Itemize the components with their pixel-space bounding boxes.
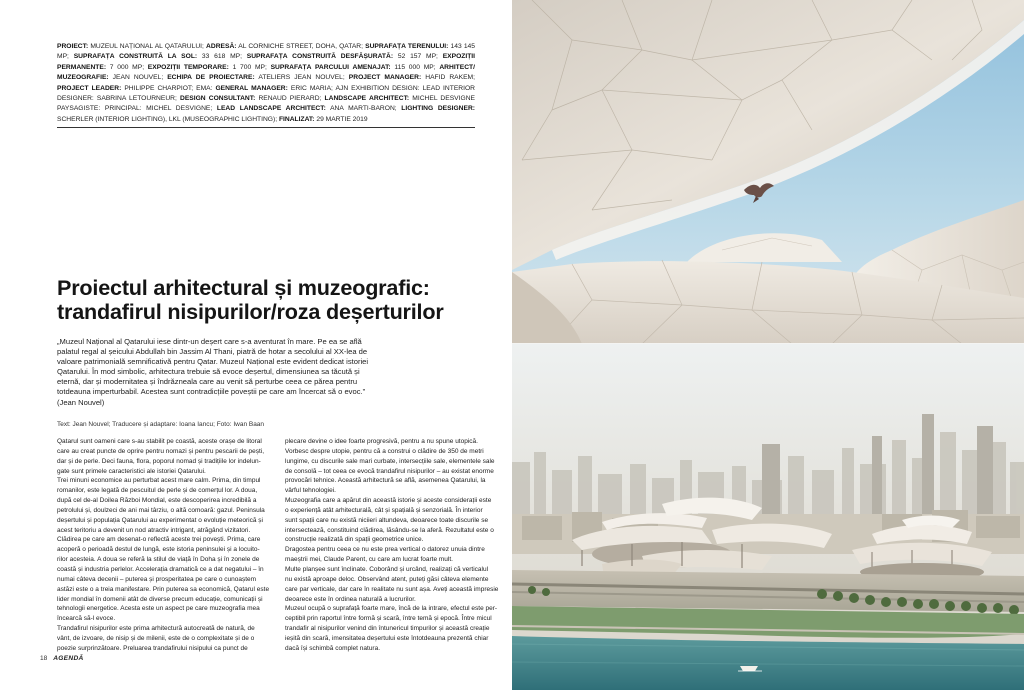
body-line: Vorbesc despre utopie, pentru că a construi o clădire de 350 de metri xyxy=(285,447,484,455)
body-line: construcție realizată din spații geometrice unice. xyxy=(285,536,424,544)
credit-label: FINALIZAT: xyxy=(278,115,315,123)
body-line: maeștrii mei, Claude Parent, cu care am lucrat foarte mult. xyxy=(285,556,453,564)
body-line: numai câteva decenii – puterea și prosperitatea pe care o cunoaștem xyxy=(57,575,257,583)
credit-label: GENERAL MANAGER: xyxy=(215,84,288,92)
body-line: trandafir al nisipurilor venind din întunericul timpurilor și această creație xyxy=(285,625,490,633)
body-line: gate sunt primele caracteristici ale istoriei Qatarului. xyxy=(57,467,206,475)
museum-canopy-photo xyxy=(512,0,1024,344)
body-column-left xyxy=(57,437,269,654)
credit-label: LEAD LANDSCAPE ARCHITECT: xyxy=(216,105,326,113)
body-line: dar și de perle. Deci fauna, flora, poporul nomad și tradițiile lor indelun- xyxy=(57,457,261,465)
intro-line: Qatarului. În mod simbolic, arhitectura trebuie să evoce deșertul, dimensiunea sa tăcută și xyxy=(57,367,360,377)
body-line: Multe planșee sunt înclinate. Coborând și urcând, realizați că verticalul xyxy=(285,565,489,573)
credit-label: EXPOZIȚII TEMPORARE: xyxy=(147,63,229,71)
magazine-name: AGENDĂ xyxy=(53,655,84,662)
body-line: Trei minuni economice au perturbat acest mare calm. Prima, din timpul xyxy=(57,477,261,485)
body-line: ieșită din scară, imensitatea deșertului este întotdeauna prezentă chiar xyxy=(285,634,489,642)
credit-value: 143 145 MP; xyxy=(57,43,475,61)
body-line: care au creat puncte de oprire pentru nomazi și pentru pescarii de pești, xyxy=(57,447,265,455)
byline: Text: Jean Nouvel; Traducere și adaptare: Ioana Iancu; Foto: Iwan Baan xyxy=(57,421,265,428)
body-line: după cel de-al Doilea Război Mondial, este descoperirea incredibilă a xyxy=(57,497,257,505)
body-line: lungime, cu discurile sale mari curbate, intersecțiile sale, elementele sale xyxy=(285,457,495,465)
body-line: nu există aproape deloc. Observând atent, puteți găsi câteva elemente xyxy=(285,575,489,583)
body-line: plecare devine o idee foarte progresivă, pentru a nu spune utopică. xyxy=(285,438,478,445)
headline-line: trandafirul nisipurilor/roza deșerturilor xyxy=(57,299,444,324)
page-footer xyxy=(40,655,84,662)
body-line: vânt, de izvoare, de nisip și de milenii, este de o complexitate și de o xyxy=(57,634,255,642)
credit-label: DESIGN CONSULTANT: xyxy=(179,95,256,103)
body-line: sunt spații care nu există niciieri altundeva, deoarece toate discurile se xyxy=(285,516,489,524)
body-line: Muzeografia care a apărut din această istorie și aceste considerații este xyxy=(285,497,492,505)
intro-quote xyxy=(57,337,467,408)
body-column-right xyxy=(285,437,497,654)
body-line: ceptibil prin raportul între formă și scară, între temă și epocă. Între micul xyxy=(285,615,492,623)
body-line: provocări tehnice. Această arhitectură se află, asemenea Qatarului, la xyxy=(285,477,486,485)
credit-value: 33 618 MP; xyxy=(197,53,247,61)
body-line: deoarece este în ordinea naturală a lucrurilor. xyxy=(285,595,416,603)
body-line: vârful tehnologiei. xyxy=(285,487,336,495)
body-line: romanilor, este legată de pescuitul de perle și de comerțul lor. A doua, xyxy=(57,487,258,495)
credit-value: ERIC MARIA; AJN EXHIBITION DESIGN: LEAD INTERIOR DESIGNER: SABRINA LETOURNEUR; xyxy=(57,84,476,103)
body-line: Muzeul ocupă o suprafață foarte mare, încă de la intrare, efectul este per- xyxy=(285,605,498,613)
credit-label: SUPRAFAȚA TERENULUI: xyxy=(365,43,449,50)
intro-line: (Jean Nouvel) xyxy=(57,397,105,407)
credit-value: AL CORNICHE STREET, DOHA, QATAR; xyxy=(236,43,366,50)
credit-label: PROIECT: xyxy=(57,43,89,50)
body-line: o experiență atât arhitecturală, cât și spațială și senzorială. În interior xyxy=(285,506,483,514)
credit-value: MUZEUL NAȚIONAL AL QATARULUI; xyxy=(88,43,207,50)
credit-value: PHILIPPE CHARPIOT; EMA: xyxy=(121,84,216,92)
credit-label: ADRESĂ: xyxy=(206,43,237,50)
intro-line: totdeauna imperturbabil. Acestea sunt contradicțiile poveștii pe care am încercat să o evoc.” xyxy=(57,387,366,397)
credit-label: PROJECT LEADER: xyxy=(57,84,122,92)
article-headline xyxy=(57,276,497,324)
body-line: astăzi este o a treia manifestare. Prin puterea sa economică, Qatarul este xyxy=(57,585,270,593)
project-credits xyxy=(57,42,475,125)
intro-line: eternă, dar și modernitatea și îndrăzneala care au venit să perturbe ceea ce părea pentru xyxy=(57,377,358,387)
body-line: de consolă – tot ceea ce evocă trandafirul nisipurilor – au existat enorme xyxy=(285,467,494,475)
intro-line: palatul regal al șeicului Abdullah bin Jassim Al Thani, piatră de hotar a secolului al XX-lea de xyxy=(57,347,368,357)
credit-value: 1 700 MP; xyxy=(228,63,271,71)
credit-value: HAFID RAKEM; xyxy=(421,74,475,82)
credit-value: 115 000 MP; xyxy=(390,63,440,71)
credit-label: SUPRAFAȚA PARCULUI AMENAJAT: xyxy=(270,63,391,71)
intro-line: „Muzeul Național al Qatarului iese dintr-un deșert care s-a aventurat în mare. Pe ea se află xyxy=(57,337,362,346)
credit-label: PROJECT MANAGER: xyxy=(348,74,422,82)
credit-value: ANA MARTI-BARON; xyxy=(325,105,402,113)
body-line: acest teritoriu a devenit un nod atractiv intrigant, atrăgând vizitatori. xyxy=(57,526,251,534)
credits-divider xyxy=(57,127,475,128)
body-line: petrolului și, doulzeci de ani mai târziu, o altă comoară: gazul. Peninsula xyxy=(57,506,265,514)
credit-label: ECHIPA DE PROIECTARE: xyxy=(167,74,255,82)
body-line: dacă își schimbă complet natura. xyxy=(285,644,381,652)
credit-value: JEAN NOUVEL; xyxy=(108,74,168,82)
body-line: poezie surprinzătoare. Preluarea trandafirului nisipului ca punct de xyxy=(57,644,248,652)
body-line: Trandafirul nisipurilor este prima arhitectură autocreată de natură, de xyxy=(57,625,255,633)
credit-label: EXPOZIȚII PERMANENTE: xyxy=(57,53,476,71)
credit-value: ATELIERS JEAN NOUVEL; xyxy=(254,74,349,82)
headline-line: Proiectul arhitectural și muzeografic: xyxy=(57,275,430,300)
body-line: încearcă să-l evoce. xyxy=(57,615,116,623)
body-line: Clădirea pe care am desenat-o reflectă aceste trei povești. Prima, care xyxy=(57,536,261,544)
credit-label: ARHITECT/ MUZEOGRAFIE: xyxy=(57,63,475,82)
credit-label: SUPRAFAȚA CONSTRUITĂ LA SOL: xyxy=(73,53,198,61)
credit-value: MICHEL DESVIGNE PAYSAGISTE: PRINCIPAL: MICHEL DESVIGNE; xyxy=(57,95,475,113)
page-number: 18 xyxy=(40,655,48,662)
body-line: care par verticale, dar care în realitate nu sunt așa. Aveți această impresie xyxy=(285,585,499,593)
right-page xyxy=(512,0,1024,690)
credit-value: 7 000 MP; xyxy=(106,63,148,71)
credit-value: SCHERLER (INTERIOR LIGHTING), LKL (MUSEOGRAPHIC LIGHTING); xyxy=(57,115,279,123)
body-line: Qatarul sunt oameni care s-au stabilit pe coastă, aceste orașe de litoral xyxy=(57,438,262,445)
body-line: intersectează, constituind clădirea, lăsându-se la aferă. Rezultatul este o xyxy=(285,526,494,534)
credit-value: 52 157 MP; xyxy=(393,53,443,61)
credit-label: SUPRAFAȚA CONSTRUITĂ DESFĂȘURATĂ: xyxy=(246,53,394,61)
body-line: acoperă o perioadă destul de lungă, este istoria peninsulei și a locuito- xyxy=(57,546,260,554)
credit-label: LIGHTING DESIGNER: xyxy=(401,105,475,113)
intro-line: valoare patrimonială semnificativă pentru Qatar. Muzeul Național este evident dedicat istoriei xyxy=(57,357,369,367)
credit-label: LANDSCAPE ARCHITECT: xyxy=(324,95,410,103)
body-line: Dragostea pentru ceea ce nu este prea vertical o datorez unuia dintre xyxy=(285,546,485,554)
credit-value: 29 MARTIE 2019 xyxy=(314,115,368,123)
body-line: rilor acesteia. A doua se referă la stilul de viață în Doha și în zonele de xyxy=(57,556,260,564)
body-line: lider mondial în domenii atât de diverse precum educație, comunicații și xyxy=(57,595,263,603)
credit-value: RENAUD PIERARD; xyxy=(255,95,325,103)
museum-aerial-photo xyxy=(512,344,1024,690)
body-line: coastă și industria perlelor. Accelerația dramatică ce a dat negatului – în xyxy=(57,565,264,573)
body-line: deșertului și populația Qatarului au experimentat o evoluție meteorică și xyxy=(57,516,263,524)
body-line: tehnologii energetice. Acesta este un aspect pe care muzeografia mea xyxy=(57,605,260,613)
